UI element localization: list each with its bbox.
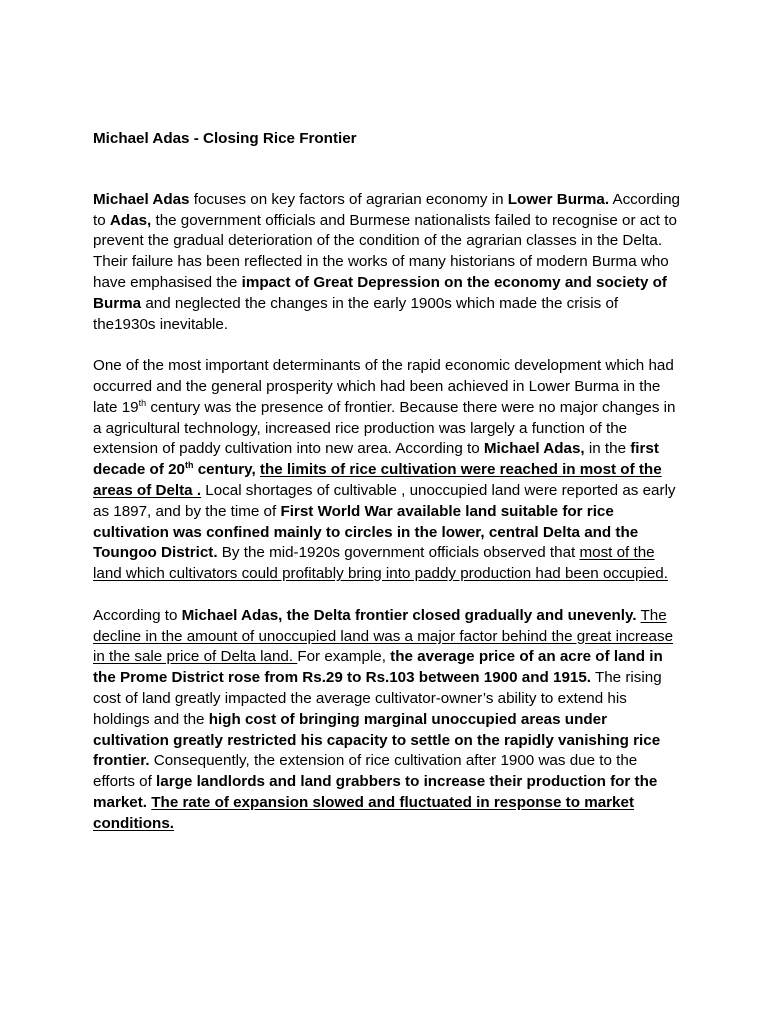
- paragraph-1: [93, 190, 680, 336]
- document-title: Michael Adas - Closing Rice Frontier: [93, 130, 357, 147]
- bold-text: first decade of 20: [93, 440, 659, 479]
- bold-text: Lower Burma.: [507, 190, 610, 208]
- bold-text: First World War available land suitable for rice cultivation was confined mainly to circles in the lower, central Delta and the Toungoo District.: [93, 502, 639, 562]
- text-run: Consequently, the extension of rice cultivation after 1900 was due to the efforts of: [93, 752, 638, 791]
- underlined-text: the limits of rice cultivation were reached in most of the areas of Delta .: [93, 461, 662, 499]
- text-run: One of the most important determinants of the rapid economic development which had occurred and the general prosperity which had been achieved in Lower Burma in the late 19: [93, 357, 674, 416]
- text-run: century was the presence of frontier. Because there were no major changes in a agricultural technology, increased rice production was largely a function of the extension of paddy cultivation into new area. According to: [93, 398, 676, 458]
- underlined-text: The rate of expansion slowed and fluctuated in response to market conditions.: [93, 793, 635, 832]
- superscript-text: th: [185, 460, 194, 471]
- bold-text: Michael Adas,: [483, 440, 585, 458]
- text-run: According to: [93, 606, 182, 624]
- underlined-text: The decline in the amount of unoccupied land was a major factor behind the great increase in the sale price of Delta land.: [93, 606, 674, 666]
- text-run: focuses on key factors of agrarian economy in: [189, 190, 508, 208]
- text-run: in the: [584, 440, 631, 458]
- superscript-text: th: [138, 397, 147, 408]
- bold-text: high cost of bringing marginal unoccupied areas under cultivation greatly restricted his capacity to settle on the rapidly vanishing rice frontier.: [93, 710, 661, 770]
- text-run: Local shortages of cultivable , unoccupied land were reported as early as 1897, and by the time of: [93, 481, 676, 520]
- bold-text: large landlords and land grabbers to increase their production for the market.: [93, 773, 658, 811]
- underlined-text: most of the land which cultivators could profitably bring into paddy production had been occupied.: [93, 544, 668, 583]
- paragraph-2: [93, 356, 680, 585]
- text-run: the government officials and Burmese nationalists failed to recognise or act to prevent the gradual deterioration of the condition of the agrarian classes in the Delta. Their failure has been reflected in the works of many historians of modern Burma who have emphasised the: [93, 211, 677, 291]
- paragraph-3: [93, 606, 680, 835]
- text-run: and neglected the changes in the early 1900s which made the crisis of the1930s inevitable.: [93, 294, 619, 333]
- bold-text: Michael Adas, the Delta frontier closed gradually and unevenly.: [181, 606, 637, 624]
- text-run: By the mid-1920s government officials observed that: [217, 544, 580, 562]
- bold-text: century,: [193, 461, 260, 479]
- bold-text: Adas,: [109, 211, 152, 229]
- text-run: The rising cost of land greatly impacted the average cultivator-owner’s ability to extend his holdings and the: [93, 669, 662, 728]
- bold-text: impact of Great Depression on the economy and society of Burma: [93, 273, 667, 312]
- bold-text: Michael Adas: [93, 190, 190, 208]
- text-run: For example,: [297, 648, 391, 666]
- bold-text: the average price of an acre of land in the Prome District rose from Rs.29 to Rs.103 between 1900 and 1915.: [93, 648, 663, 687]
- text-run: According to: [93, 190, 680, 229]
